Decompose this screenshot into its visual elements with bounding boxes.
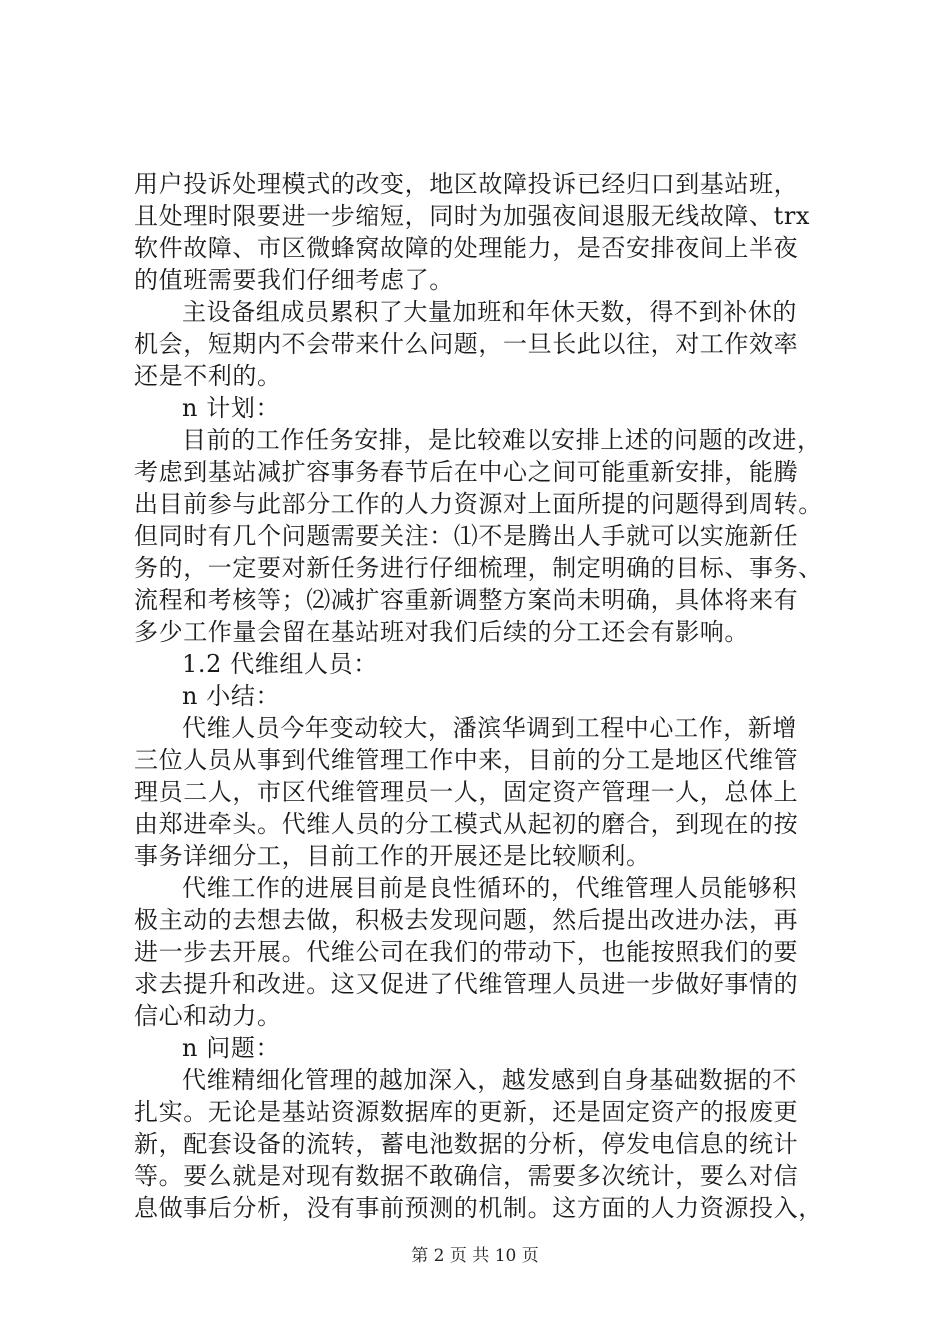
text-line: 代维精细化管理的越加深入，越发感到自身基础数据的不 — [182, 1066, 797, 1094]
text-line: 三位人员从事到代维管理工作中来，目前的分工是地区代维管 — [134, 746, 799, 774]
text-line: 软件故障、市区微蜂窝故障的处理能力，是否安排夜间上半夜 — [134, 234, 799, 262]
text-line: n 小结： — [182, 682, 281, 710]
text-line: 求去提升和改进。这又促进了代维管理人员进一步做好事情的 — [134, 970, 799, 998]
text-line: 信心和动力。 — [134, 1002, 282, 1030]
page-footer — [0, 1245, 950, 1267]
text-line: 1.2 代维组人员： — [182, 650, 378, 678]
text-line: 息做事后分析，没有事前预测的机制。这方面的人力资源投入， — [134, 1194, 823, 1222]
text-line: n 计划： — [182, 394, 281, 422]
text-line: 但同时有几个问题需要关注：⑴不是腾出人手就可以实施新任 — [134, 522, 799, 550]
text-line: 出目前参与此部分工作的人力资源对上面所提的问题得到周转。 — [134, 490, 823, 518]
text-line: 的值班需要我们仔细考虑了。 — [134, 266, 454, 294]
page-number-label: 第 2 页 共 10 页 — [411, 1246, 539, 1266]
text-line: 且处理时限要进一步缩短，同时为加强夜间退服无线故障、trx — [134, 202, 811, 230]
text-line: 代维人员今年变动较大，潘滨华调到工程中心工作，新增 — [182, 714, 797, 742]
text-line: 用户投诉处理模式的改变，地区故障投诉已经归口到基站班， — [134, 170, 799, 198]
text-line: 还是不利的。 — [134, 362, 282, 390]
text-line: 等。要么就是对现有数据不敢确信，需要多次统计，要么对信 — [134, 1162, 799, 1190]
text-line: n 问题： — [182, 1034, 281, 1062]
text-line: 事务详细分工，目前工作的开展还是比较顺利。 — [134, 842, 651, 870]
text-line: 多少工作量会留在基站班对我们后续的分工还会有影响。 — [134, 618, 749, 646]
text-line: 目前的工作任务安排，是比较难以安排上述的问题的改进， — [182, 426, 822, 454]
text-line: 扎实。无论是基站资源数据库的更新，还是固定资产的报废更 — [134, 1098, 799, 1126]
document-body — [134, 168, 834, 1224]
text-line: 进一步去开展。代维公司在我们的带动下，也能按照我们的要 — [134, 938, 799, 966]
text-line: 极主动的去想去做，积极去发现问题，然后提出改进办法，再 — [134, 906, 799, 934]
text-line: 理员二人，市区代维管理员一人，固定资产管理一人，总体上 — [134, 778, 799, 806]
text-line: 由郑进牵头。代维人员的分工模式从起初的磨合，到现在的按 — [134, 810, 799, 838]
text-line: 机会，短期内不会带来什么问题，一旦长此以往，对工作效率 — [134, 330, 799, 358]
text-line: 流程和考核等；⑵减扩容重新调整方案尚未明确，具体将来有 — [134, 586, 799, 614]
text-line: 代维工作的进展目前是良性循环的，代维管理人员能够积 — [182, 874, 797, 902]
text-line: 考虑到基站减扩容事务春节后在中心之间可能重新安排，能腾 — [134, 458, 799, 486]
text-line: 务的，一定要对新任务进行仔细梳理，制定明确的目标、事务、 — [134, 554, 823, 582]
text-line: 主设备组成员累积了大量加班和年休天数，得不到补休的 — [182, 298, 797, 326]
text-line: 新，配套设备的流转，蓄电池数据的分析，停发电信息的统计 — [134, 1130, 799, 1158]
